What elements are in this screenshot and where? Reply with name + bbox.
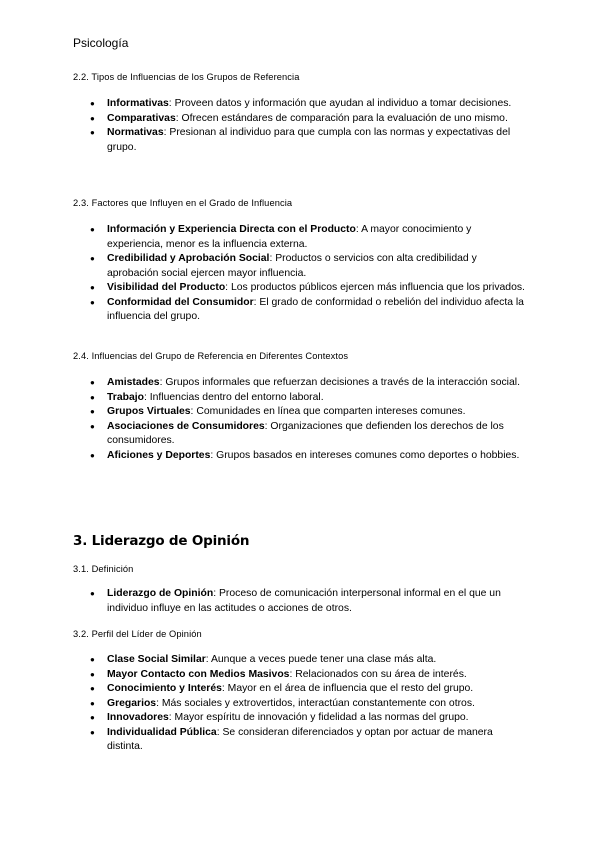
bullet-list-3-2 — [90, 653, 530, 755]
list-item — [90, 587, 530, 616]
item-text: : Grupos basados en intereses comunes como deportes o hobbies. — [210, 449, 520, 461]
item-text: : Organizaciones que defienden los derechos de los consumidores. — [107, 420, 504, 446]
bullet-list-2-2 — [90, 97, 530, 155]
list-item — [90, 296, 530, 325]
list-item — [90, 449, 530, 464]
item-term: Conformidad del Consumidor — [107, 296, 254, 308]
item-term: Trabajo — [107, 391, 144, 403]
section-title-3-1: 3.1. Definición — [73, 564, 134, 574]
item-text: : Ofrecen estándares de comparación para la evaluación de uno mismo. — [175, 112, 508, 124]
item-term: Innovadores — [107, 712, 169, 723]
section-title-3-2: 3.2. Perfil del Líder de Opinión — [73, 629, 202, 639]
item-term: Informativas — [107, 98, 169, 109]
item-term: Normativas — [107, 127, 164, 138]
list-item — [90, 726, 530, 755]
item-term: Conocimiento y Interés — [107, 683, 222, 694]
item-text: : Mayor espíritu de innovación y fidelidad a las normas del grupo. — [168, 712, 469, 723]
item-text: : Se consideran diferenciados y optan por actuar de manera distinta. — [107, 726, 493, 752]
item-text: : Grupos informales que refuerzan decisiones a través de la interacción social. — [159, 377, 520, 388]
bullet-list-2-4 — [90, 376, 530, 463]
list-item — [90, 281, 530, 296]
item-text: : A mayor conocimiento y experiencia, menor es la influencia externa. — [107, 224, 472, 250]
list-item — [90, 420, 530, 449]
section-title-2-2: 2.2. Tipos de Influencias de los Grupos de Referencia — [73, 72, 300, 82]
bullet-list-3-1 — [90, 587, 530, 616]
list-item — [90, 252, 530, 281]
item-term: Visibilidad del Producto — [107, 282, 226, 293]
item-term: Información y Experiencia Directa con el Producto — [107, 224, 356, 235]
item-text: : Relacionados con su área de interés. — [289, 668, 467, 680]
list-item — [90, 711, 530, 726]
section-title-2-3: 2.3. Factores que Influyen en el Grado de Influencia — [73, 198, 293, 208]
list-item — [90, 223, 530, 252]
item-text: : Comunidades en línea que comparten intereses comunes. — [190, 406, 466, 417]
item-term: Liderazgo de Opinión — [107, 588, 214, 599]
list-item — [90, 697, 530, 712]
list-item — [90, 682, 530, 697]
list-item — [90, 405, 530, 420]
item-text: : Los productos públicos ejercen más influencia que los privados. — [225, 282, 525, 293]
item-term: Clase Social Similar — [107, 654, 206, 665]
item-text: : El grado de conformidad o rebelión del individuo afecta la influencia del grupo. — [107, 296, 524, 322]
item-text: : Influencias dentro del entorno laboral. — [143, 391, 324, 403]
item-text: : Aunque a veces puede tener una clase más alta. — [205, 654, 437, 665]
item-term: Credibilidad y Aprobación Social — [107, 253, 270, 264]
item-text: : Proceso de comunicación interpersonal informal en el que un individuo influye en las actitudes o acciones de otros. — [107, 588, 501, 614]
item-term: Comparativas — [107, 112, 176, 124]
item-text: : Presionan al individuo para que cumpla con las normas y expectativas del grupo. — [107, 127, 511, 153]
item-term: Grupos Virtuales — [107, 406, 191, 417]
item-term: Gregarios — [107, 697, 157, 709]
bullet-list-2-3 — [90, 223, 530, 325]
page-header: Psicología — [73, 36, 129, 50]
section-title-2-4: 2.4. Influencias del Grupo de Referencia en Diferentes Contextos — [73, 351, 349, 361]
list-item — [90, 376, 530, 391]
chapter-title: 3. Liderazgo de Opinión — [73, 533, 250, 549]
item-text: : Más sociales y extrovertidos, interactúan constantemente con otros. — [156, 697, 475, 709]
item-term: Mayor Contacto con Medios Masivos — [107, 668, 290, 680]
item-term: Aficiones y Deportes — [107, 449, 211, 461]
list-item — [90, 668, 530, 683]
item-text: : Productos o servicios con alta credibilidad y aprobación social ejercen mayor influencia. — [107, 253, 477, 279]
list-item — [90, 112, 530, 127]
item-text: : Proveen datos y información que ayudan al individuo a tomar decisiones. — [168, 98, 512, 109]
list-item — [90, 653, 530, 668]
list-item — [90, 97, 530, 112]
item-text: : Mayor en el área de influencia que el resto del grupo. — [221, 683, 474, 694]
list-item — [90, 391, 530, 406]
list-item — [90, 126, 530, 155]
item-term: Individualidad Pública — [107, 726, 217, 738]
item-term: Asociaciones de Consumidores — [107, 420, 265, 432]
item-term: Amistades — [107, 377, 160, 388]
